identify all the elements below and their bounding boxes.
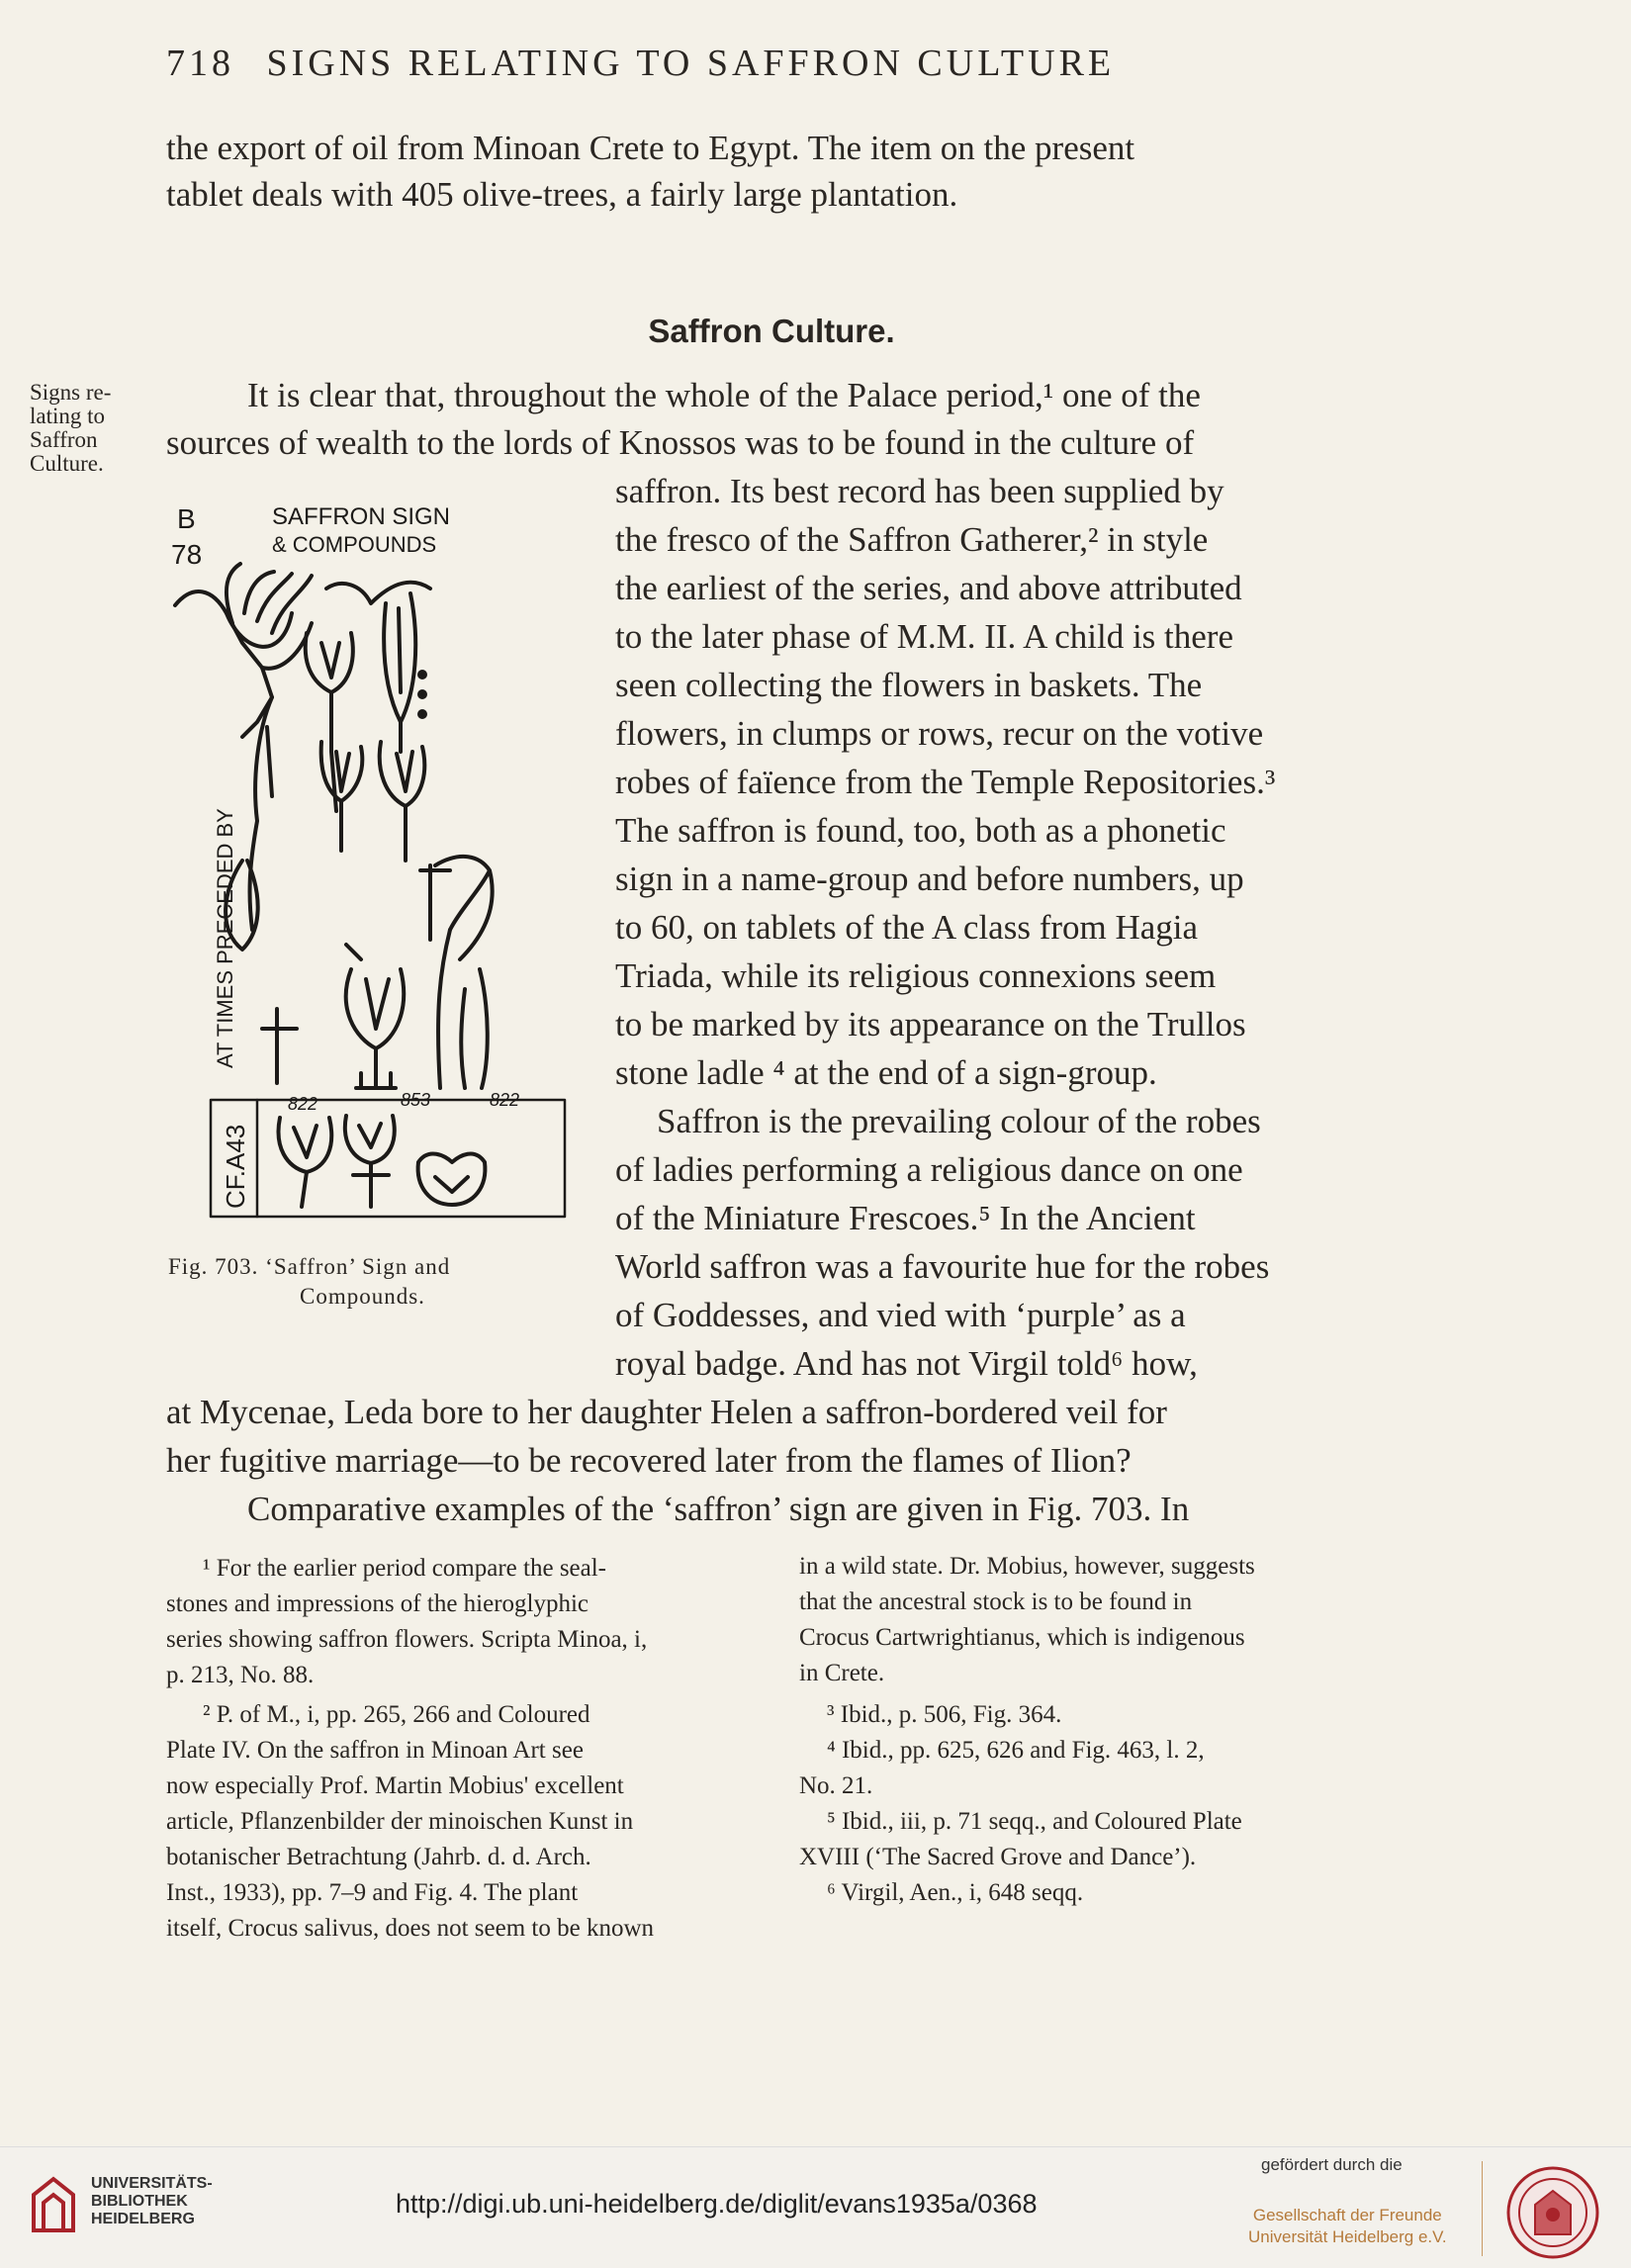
- crocus-sign-6: [380, 742, 425, 861]
- footnote-line: botanischer Betrachtung (Jahrb. d. d. Arch.: [166, 1844, 591, 1870]
- margin-note-line: Saffron: [30, 427, 98, 452]
- figure-caption: Fig. 703. ‘Saffron’ Sign and: [168, 1254, 451, 1279]
- footnote-line: ⁵ Ibid., iii, p. 71 seqq., and Coloured Plate: [827, 1808, 1242, 1835]
- section-heading: Saffron Culture.: [648, 313, 895, 349]
- body-line: robes of faïence from the Temple Repositories.³: [615, 763, 1276, 801]
- figure-703: [163, 495, 589, 1226]
- footnote-line: ⁴ Ibid., pp. 625, 626 and Fig. 463, l. 2,: [827, 1737, 1205, 1764]
- figure-title-line: & COMPOUNDS: [272, 532, 437, 557]
- body-line: to be marked by its appearance on the Trullos: [615, 1005, 1246, 1043]
- sponsor-name-line: Gesellschaft der Freunde: [1252, 2206, 1442, 2224]
- footnote-line: now especially Prof. Martin Mobius' excellent: [166, 1772, 624, 1799]
- footnote-line: article, Pflanzenbilder der minoischen Kunst in: [166, 1808, 634, 1835]
- crocus-sign-3: [326, 583, 430, 752]
- body-line: of ladies performing a religious dance on one: [615, 1150, 1243, 1189]
- footnote-line: in a wild state. Dr. Mobius, however, suggests: [799, 1553, 1255, 1580]
- library-name-line: BIBLIOTHEK: [91, 2193, 188, 2210]
- footnote-line: that the ancestral stock is to be found in: [799, 1588, 1193, 1615]
- crocus-sign-5: [321, 742, 363, 851]
- running-header: [166, 42, 1244, 85]
- comparison-sign-1: [279, 1118, 332, 1207]
- footnote-line: in Crete.: [799, 1660, 885, 1686]
- body-line: flowers, in clumps or rows, recur on the votive: [615, 714, 1264, 753]
- body-line: saffron. Its best record has been supplied by: [615, 472, 1224, 510]
- sponsor-name: [1248, 2205, 1447, 2248]
- figure-label-b: B: [177, 503, 196, 534]
- running-title: SIGNS RELATING TO SAFFRON CULTURE: [266, 43, 1116, 84]
- intro-line: tablet deals with 405 olive-trees, a fairly large plantation.: [166, 175, 958, 214]
- footnote-line: Plate IV. On the saffron in Minoan Art see: [166, 1737, 584, 1764]
- university-seal-icon: [1505, 2165, 1600, 2260]
- footnote-line: Crocus Cartwrightianus, which is indigenous: [799, 1624, 1245, 1651]
- margin-note-line: lating to: [30, 404, 106, 428]
- sponsor-name-line: Universität Heidelberg e.V.: [1248, 2227, 1447, 2246]
- figure-number: 822: [288, 1094, 318, 1114]
- crocus-sign-4: [250, 697, 272, 930]
- body-line: Saffron is the prevailing colour of the robes: [657, 1102, 1261, 1140]
- body-line: It is clear that, throughout the whole of the Palace period,¹ one of the: [247, 376, 1201, 414]
- body-line: sources of wealth to the lords of Knossos was to be found in the culture of: [166, 423, 1195, 462]
- footnote-line: ³ Ibid., p. 506, Fig. 364.: [827, 1701, 1062, 1728]
- footnote-line: No. 21.: [799, 1772, 873, 1799]
- figure-number: 853: [401, 1090, 431, 1110]
- library-name-line: UNIVERSITÄTS-: [91, 2175, 213, 2192]
- body-line: sign in a name-group and before numbers, up: [615, 860, 1244, 898]
- body-line: Triada, while its religious connexions seem: [615, 956, 1217, 995]
- body-line: royal badge. And has not Virgil told⁶ how,: [615, 1344, 1198, 1383]
- body-line: the earliest of the series, and above attributed: [615, 569, 1242, 607]
- footnote-line: p. 213, No. 88.: [166, 1662, 315, 1688]
- comparison-sign-2: [345, 1116, 395, 1207]
- sponsor-label: gefördert durch die: [1261, 2155, 1403, 2174]
- body-line: World saffron was a favourite hue for the robes: [615, 1247, 1270, 1286]
- body-line: Comparative examples of the ‘saffron’ sign are given in Fig. 703. In: [247, 1490, 1190, 1528]
- permalink[interactable]: http://digi.ub.uni-heidelberg.de/diglit/evans1935a/0368: [396, 2189, 1038, 2219]
- footnote-line: ⁶ Virgil, Aen., i, 648 seqq.: [827, 1879, 1084, 1906]
- footnote-line: stones and impressions of the hieroglyphic: [166, 1590, 589, 1617]
- footnote-line: itself, Crocus salivus, does not seem to be known: [166, 1915, 654, 1942]
- crocus-sign-9: [346, 945, 404, 1088]
- margin-note-line: Signs re-: [30, 380, 112, 405]
- footnote-line: Inst., 1933), pp. 7–9 and Fig. 4. The plant: [166, 1879, 579, 1906]
- page-number: 718: [166, 43, 234, 84]
- comparison-sign-3: [418, 1153, 486, 1205]
- figure-side-label: AT TIMES PRECEDED BY: [213, 808, 237, 1068]
- footnote-line: series showing saffron flowers. Scripta Minoa, i,: [166, 1626, 648, 1653]
- body-line: at Mycenae, Leda bore to her daughter Helen a saffron-bordered veil for: [166, 1393, 1167, 1431]
- body-line: of the Miniature Frescoes.⁵ In the Ancient: [615, 1199, 1196, 1237]
- footnote-line: ² P. of M., i, pp. 265, 266 and Coloured: [203, 1701, 590, 1728]
- crocus-sign-10: [461, 969, 488, 1088]
- body-line: the fresco of the Saffron Gatherer,² in style: [615, 520, 1209, 559]
- library-name-line: HEIDELBERG: [91, 2211, 195, 2227]
- body-line: The saffron is found, too, both as a phonetic: [615, 811, 1226, 850]
- library-logo-icon: [30, 2175, 79, 2234]
- body-line: her fugitive marriage—to be recovered later from the flames of Ilion?: [166, 1441, 1132, 1480]
- footer-divider: [1482, 2161, 1483, 2256]
- figure-caption: Compounds.: [300, 1284, 425, 1309]
- figure-label-78: 78: [171, 539, 203, 570]
- margin-note: [30, 381, 148, 476]
- crocus-sign-1: [175, 564, 312, 737]
- margin-note-line: Culture.: [30, 451, 104, 476]
- digitization-footer: [0, 2146, 1631, 2268]
- body-line: to the later phase of M.M. II. A child is there: [615, 617, 1233, 656]
- body-line: to 60, on tablets of the A class from Hagia: [615, 908, 1199, 947]
- box-label: CF.A43: [221, 1124, 250, 1209]
- body-line: stone ladle ⁴ at the end of a sign-group.: [615, 1053, 1157, 1092]
- body-line: seen collecting the flowers in baskets. The: [615, 666, 1203, 704]
- figure-title-line: SAFFRON SIGN: [272, 503, 451, 530]
- body-line: of Goddesses, and vied with ‘purple’ as a: [615, 1296, 1186, 1334]
- intro-line: the export of oil from Minoan Crete to Egypt. The item on the present: [166, 129, 1135, 167]
- footnote-line: XVIII (‘The Sacred Grove and Dance’).: [799, 1844, 1197, 1870]
- library-name: [91, 2175, 213, 2228]
- footnote-line: ¹ For the earlier period compare the seal-: [203, 1555, 607, 1582]
- figure-number: 822: [490, 1090, 520, 1110]
- saffron-signs-drawing: [163, 495, 589, 1226]
